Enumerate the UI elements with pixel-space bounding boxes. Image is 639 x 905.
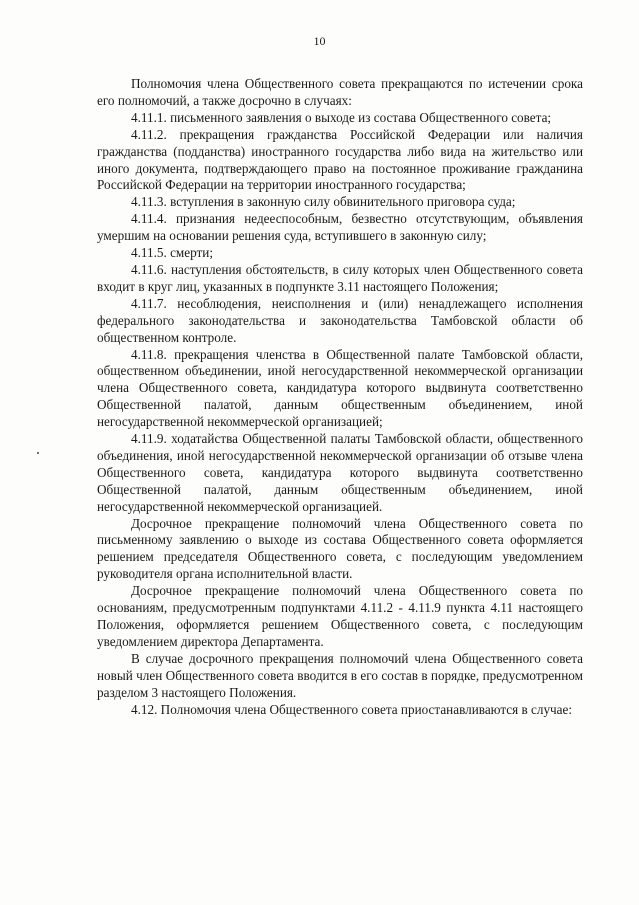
scan-margin-speck: [37, 452, 39, 454]
paragraph-4-11-1: 4.11.1. письменного заявления о выходе из состава Общественного совета;: [131, 109, 552, 125]
paragraph-4-11-8: 4.11.8. прекращения членства в Общественной палате Тамбовской области, общественном объединении, иной негосударственной некоммерческой организации члена Общественного совета, кандидатура которого выдвинута соответственно Общественной палатой, данным общественным объединением, иной негосударственной некоммерческой организацией;: [97, 346, 583, 430]
paragraph-4-11-7: 4.11.7. несоблюдения, неисполнения и (или) ненадлежащего исполнения федерального законодательства и законодательства Тамбовской области об общественном контроле.: [97, 295, 583, 345]
paragraph-early-termination-grounds: Досрочное прекращение полномочий члена Общественного совета по основаниям, предусмотренным подпунктами 4.11.2 - 4.11.9 пункта 4.11 настоящего Положения, оформляется решением Общественного совета, с последующим уведомлением директора Департамента.: [97, 583, 583, 649]
paragraph-early-termination-written: Досрочное прекращение полномочий члена Общественного совета по письменному заявлению о выходе из состава Общественного совета оформляется решением председателя Общественного совета, с последующим уведомлением руководителя органа исполнительной власти.: [97, 515, 583, 582]
paragraph-4-11-5: 4.11.5. смерти;: [131, 245, 214, 261]
document-body: [97, 76, 583, 718]
paragraph-termination-intro: Полномочия члена Общественного совета прекращаются по истечении срока его полномочий, а также досрочно в случаях:: [97, 76, 583, 108]
page-number: 10: [313, 34, 326, 48]
paragraph-4-12: 4.12. Полномочия члена Общественного совета приостанавливаются в случае:: [131, 701, 573, 717]
paragraph-4-11-2: 4.11.2. прекращения гражданства Российской Федерации или наличия гражданства (подданства) иностранного государства либо вида на жительство или иного документа, подтверждающего право на постоянное проживание гражданина Российской Федерации на территории иностранного государства;: [97, 126, 583, 193]
paragraph-4-11-6: 4.11.6. наступления обстоятельств, в силу которых член Общественного совета входит в круг лиц, указанных в подпункте 3.11 настоящего Положения;: [97, 261, 583, 294]
paragraph-4-11-9: 4.11.9. ходатайства Общественной палаты Тамбовской области, общественного объединения, иной негосударственной некоммерческой организации об отзыве члена Общественного совета, кандидатура которого выдвинута соответственно Общественной палатой, данным общественным объединением, иной негосударственной некоммерческой организацией.: [97, 431, 583, 514]
paragraph-4-11-3: 4.11.3. вступления в законную силу обвинительного приговора суда;: [131, 194, 516, 210]
paragraph-4-11-4: 4.11.4. признания недееспособным, безвестно отсутствующим, объявления умершим на основании решения суда, вступившего в законную силу;: [97, 211, 583, 244]
paragraph-new-member: В случае досрочного прекращения полномочий члена Общественного совета новый член Общественного совета вводится в его состав в порядке, предусмотренном разделом 3 настоящего Положения.: [97, 650, 583, 700]
